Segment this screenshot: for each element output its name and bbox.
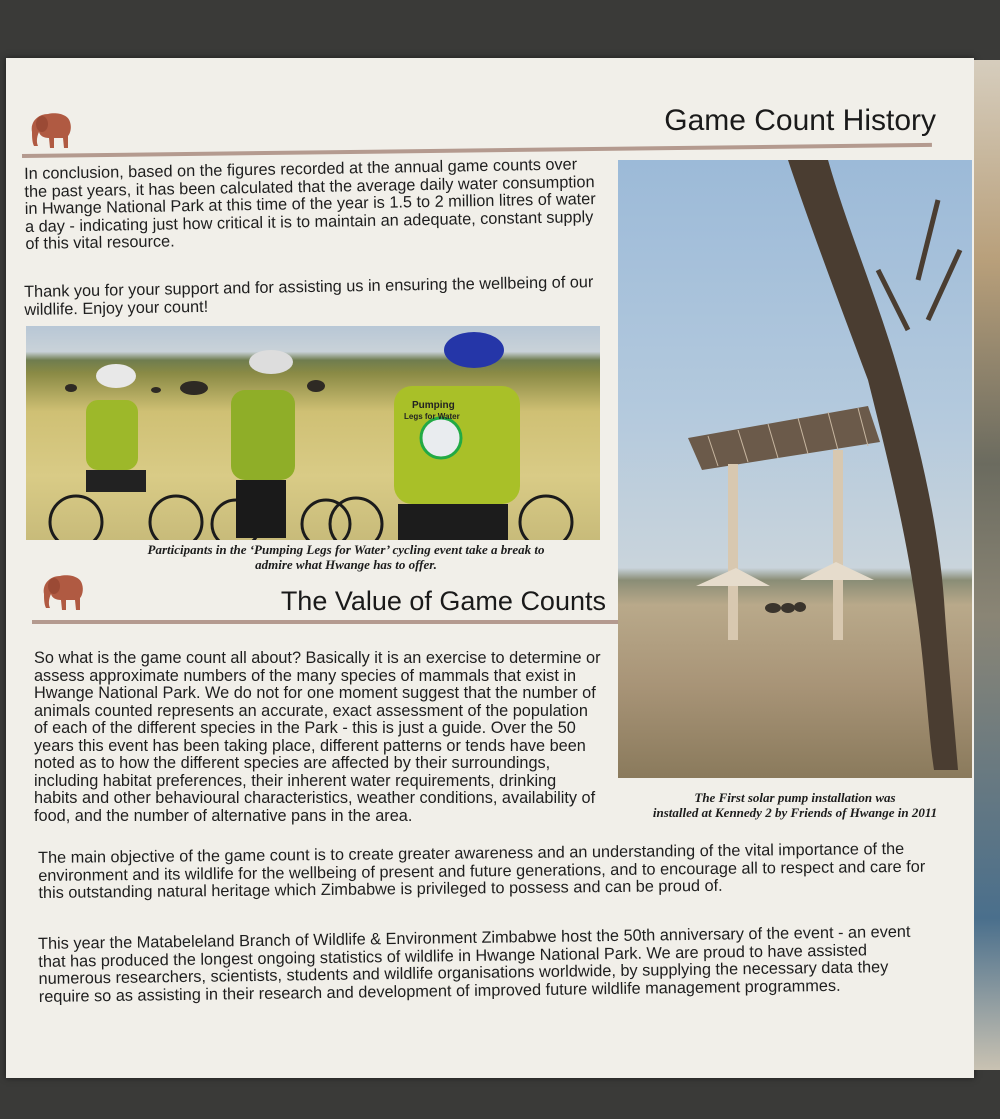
jersey-text: Pumping (412, 400, 455, 411)
elephant-icon (24, 102, 76, 154)
section-divider (22, 143, 932, 158)
adjacent-page-edge (974, 60, 1000, 1070)
objective-paragraph: The main objective of the game count is to create greater awareness and an understanding of the vital importance of the environment and its wildlife for the wellbeing of present and future generations, and to encourage all to respect and care for this outstanding natural heritage which Zimbabwe is privileged to possess and can be proud of. (37, 839, 926, 902)
solar-caption (618, 790, 972, 820)
caption-line: The First solar pump installation was (694, 790, 896, 805)
caption-line: admire what Hwange has to offer. (255, 557, 437, 572)
cyclists-caption (86, 542, 606, 572)
thanks-paragraph: Thank you for your support and for assisting us in ensuring the wellbeing of our wildlife. Enjoy your count! (23, 273, 594, 319)
brochure-page (6, 58, 974, 1078)
page-title: Game Count History (664, 104, 936, 137)
elephant-icon (36, 564, 88, 616)
solar-pump-photo (618, 160, 972, 778)
conclusion-paragraph: In conclusion, based on the figures recorded at the annual game counts over the past years, it has been calculated that the average daily water consumption in Hwange National Park at this time of the year is 1.5 to 2 million litres of water a day - indicating just how critical it is to maintain an adequate, constant supply of this vital resource. (23, 155, 596, 253)
anniversary-paragraph: This year the Matabeleland Branch of Wildlife & Environment Zimbabwe host the 50th anniversary of the event - an event that has produced the longest ongoing statistics of wildlife in Hwange National Park. We are proud to have assisted numerous researchers, scientists, students and wildlife organisations worldwide, by supplying the necessary data they require so as assisting in their research and development of improved future wildlife management programmes. (37, 922, 911, 1006)
what-is-paragraph: So what is the game count all about? Basically it is an exercise to determine or assess approximate numbers of the many species of mammals that exist in Hwange National Park. We do not for one moment suggest that the number of animals counted represents an accurate, exact assessment of the population of each of the different species in the Park - this is just a guide. Over the 50 years this event has been taking place, different patterns or tends have been noted as to how the different species are affected by their surroundings, including habitat preferences, their inherent water requirements, drinking habits and other behavioural characteristics, weather conditions, availability of food, and the number of alternative pans in the area. (34, 649, 601, 825)
caption-line: installed at Kennedy 2 by Friends of Hwange in 2011 (652, 805, 938, 820)
cyclists-photo (26, 326, 600, 540)
section-divider (32, 620, 618, 624)
jersey-text: Legs for Water (404, 412, 460, 421)
caption-line: Participants in the ‘Pumping Legs for Water’ cycling event take a break to (147, 542, 545, 557)
section-title: The Value of Game Counts (280, 586, 606, 616)
